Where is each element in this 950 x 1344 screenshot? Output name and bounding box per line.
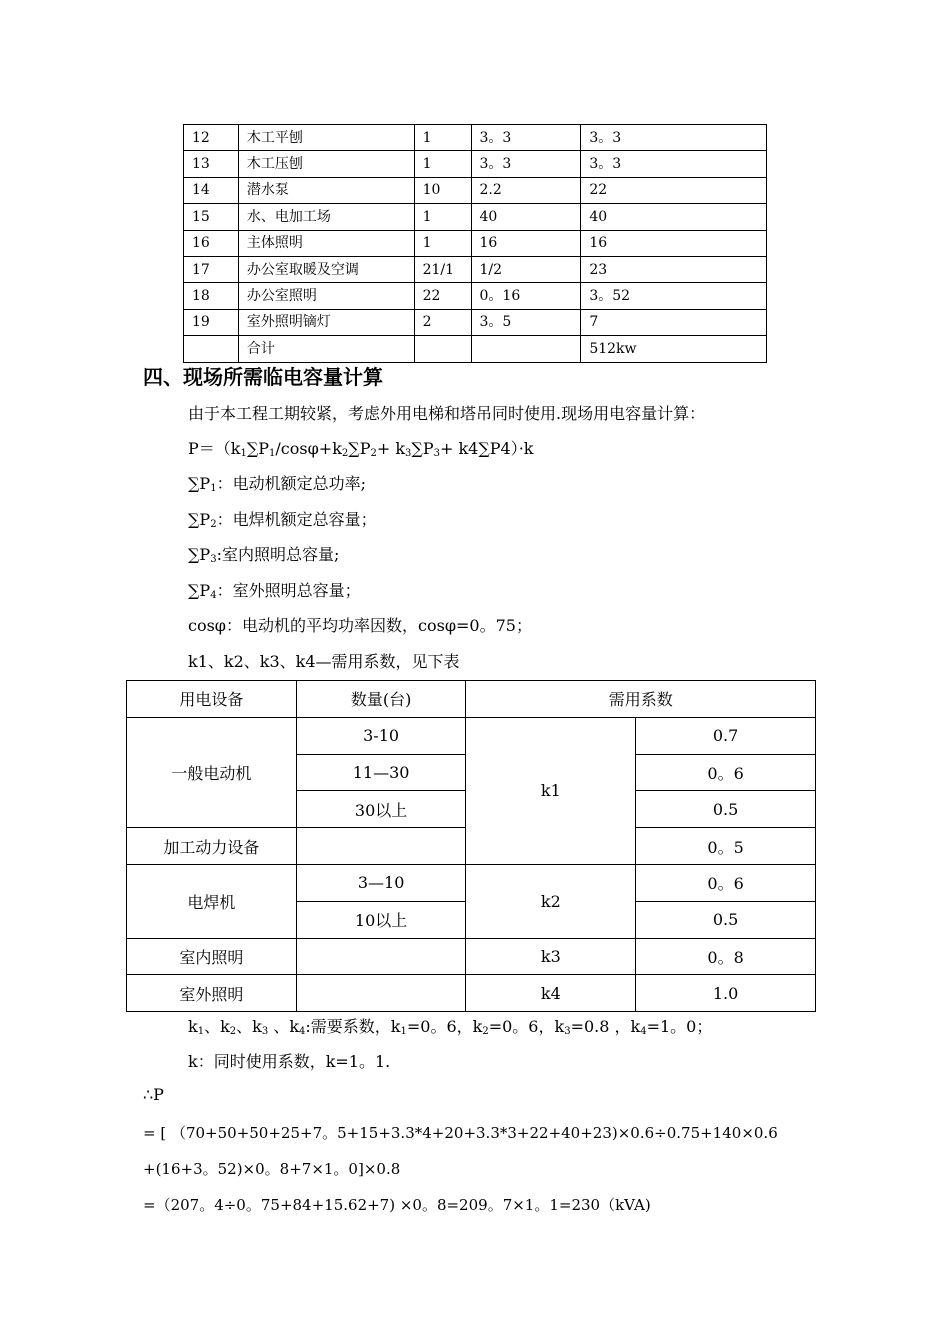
formula: $P=(k_1\sum P_1/\cos\varphi+k_2\sum P_2+ k_3\sum P_3+ k4\sum P4)\cdot k$ [188, 439, 534, 459]
table-cell: 16 [581, 230, 767, 256]
table-cell: 13 [184, 151, 239, 177]
def-p3: $\sum P_3$:室内照明总容量; [188, 545, 340, 565]
quantity-cell: 11—30 [296, 754, 466, 791]
def-p1: $\sum P_1$：电动机额定总功率; [188, 474, 366, 494]
quantity-cell [296, 828, 466, 865]
table-header-row [127, 681, 816, 718]
table-cell: 3。3 [471, 151, 581, 177]
table-cell: 办公室照明 [238, 283, 414, 309]
table-cell: 10 [414, 177, 471, 203]
table-cell: 40 [471, 204, 581, 230]
coef-value-cell: 0.5 [636, 901, 816, 938]
table-cell: 16 [184, 230, 239, 256]
table-cell: 19 [184, 309, 239, 335]
intro-text: 由于本工程工期较紧，考虑外用电梯和塔吊同时使用.现场用电容量计算： [188, 404, 706, 423]
k-coef-line: k1、k2、k3、k4—需用系数，见下表 [188, 652, 460, 671]
quantity-cell: 3—10 [296, 864, 466, 901]
table-cell: 3。52 [581, 283, 767, 309]
k-values-line: $k_1$、$k_2$、$k_3$ 、$k_4$:需要系数，$k_1=0$。6，$k_2=0$。6，$k_3=0.8$ ，$k_4=1$。0； [188, 1017, 713, 1037]
coef-value-cell: 0。6 [636, 754, 816, 791]
table-cell: 14 [184, 177, 239, 203]
simultaneity-line: k：同时使用系数，k=1。1. [188, 1052, 391, 1071]
table-cell [184, 336, 239, 362]
equipment-table [183, 124, 767, 363]
table-cell: 1 [414, 204, 471, 230]
table-row [184, 230, 767, 256]
calc-line-2: +(16+3。52)×0。8+7×1。0]×0.8 [143, 1160, 401, 1178]
table-cell: 潜水泵 [238, 177, 414, 203]
table-cell: 3。3 [581, 125, 767, 151]
coef-name-cell: k3 [466, 938, 636, 975]
table-cell: 1 [414, 230, 471, 256]
table-cell: 40 [581, 204, 767, 230]
table-cell: 0。16 [471, 283, 581, 309]
table-cell: 15 [184, 204, 239, 230]
header-cell: 数量(台) [296, 681, 466, 718]
coef-value-cell: 1.0 [636, 975, 816, 1012]
table-cell: 木工平刨 [238, 125, 414, 151]
table-row [184, 177, 767, 203]
table-cell [471, 336, 581, 362]
table-cell [414, 336, 471, 362]
table-cell: 22 [414, 283, 471, 309]
demand-coefficient-table [126, 680, 816, 1012]
table-cell: 16 [471, 230, 581, 256]
table-cell: 17 [184, 256, 239, 282]
table-cell: 3。3 [471, 125, 581, 151]
therefore-line: ∴P [143, 1085, 164, 1104]
coef-name-cell: k1 [466, 717, 636, 864]
header-cell: 需用系数 [466, 681, 816, 718]
table-row [127, 975, 816, 1012]
coef-name-cell: k4 [466, 975, 636, 1012]
table-row [127, 938, 816, 975]
table-cell: 3。3 [581, 151, 767, 177]
coef-value-cell: 0.5 [636, 791, 816, 828]
table-cell: 12 [184, 125, 239, 151]
quantity-cell: 10以上 [296, 901, 466, 938]
table-cell: 22 [581, 177, 767, 203]
table-cell: 室外照明镝灯 [238, 309, 414, 335]
table-row [127, 864, 816, 901]
table-cell: 3。5 [471, 309, 581, 335]
table-cell: 2 [414, 309, 471, 335]
coef-value-cell: 0。6 [636, 864, 816, 901]
table-cell: 水、电加工场 [238, 204, 414, 230]
equipment-cell: 一般电动机 [127, 717, 297, 827]
table-cell: 1 [414, 125, 471, 151]
table-cell: 主体照明 [238, 230, 414, 256]
equipment-cell: 室内照明 [127, 938, 297, 975]
coef-value-cell: 0。5 [636, 828, 816, 865]
table-row [184, 204, 767, 230]
table-cell: 512kw [581, 336, 767, 362]
section-heading: 四、现场所需临电容量计算 [143, 365, 383, 389]
table-row [184, 309, 767, 335]
table-cell: 23 [581, 256, 767, 282]
table-row [184, 151, 767, 177]
equipment-cell: 加工动力设备 [127, 828, 297, 865]
table-cell: 1/2 [471, 256, 581, 282]
table-cell: 2.2 [471, 177, 581, 203]
equipment-cell: 电焊机 [127, 864, 297, 938]
quantity-cell: 3-10 [296, 717, 466, 754]
def-p4: $\sum P_4$：室外照明总容量； [188, 581, 361, 601]
table-row [184, 336, 767, 362]
quantity-cell [296, 938, 466, 975]
cos-phi-line: cosφ：电动机的平均功率因数，cosφ=0。75； [188, 616, 532, 635]
equipment-cell: 室外照明 [127, 975, 297, 1012]
table-cell: 7 [581, 309, 767, 335]
table-cell: 18 [184, 283, 239, 309]
table-cell: 木工压刨 [238, 151, 414, 177]
header-cell: 用电设备 [127, 681, 297, 718]
calc-line-1: = [ （70+50+50+25+7。5+15+3.3*4+20+3.3*3+22+40+23)×0.6÷0.75+140×0.6 [143, 1124, 778, 1142]
table-cell: 合计 [238, 336, 414, 362]
def-p2: $\sum P_2$：电焊机额定总容量； [188, 510, 377, 530]
table-row [184, 283, 767, 309]
coef-value-cell: 0.7 [636, 717, 816, 754]
table-row [184, 256, 767, 282]
table-cell: 1 [414, 151, 471, 177]
quantity-cell [296, 975, 466, 1012]
coef-name-cell: k2 [466, 864, 636, 938]
table-row [127, 717, 816, 754]
table-cell: 办公室取暖及空调 [238, 256, 414, 282]
quantity-cell: 30以上 [296, 791, 466, 828]
table-cell: 21/1 [414, 256, 471, 282]
calc-line-3: =（207。4÷0。75+84+15.62+7) ×0。8=209。7×1。1=230（kVA) [143, 1196, 651, 1214]
coef-value-cell: 0。8 [636, 938, 816, 975]
table-row [184, 125, 767, 151]
